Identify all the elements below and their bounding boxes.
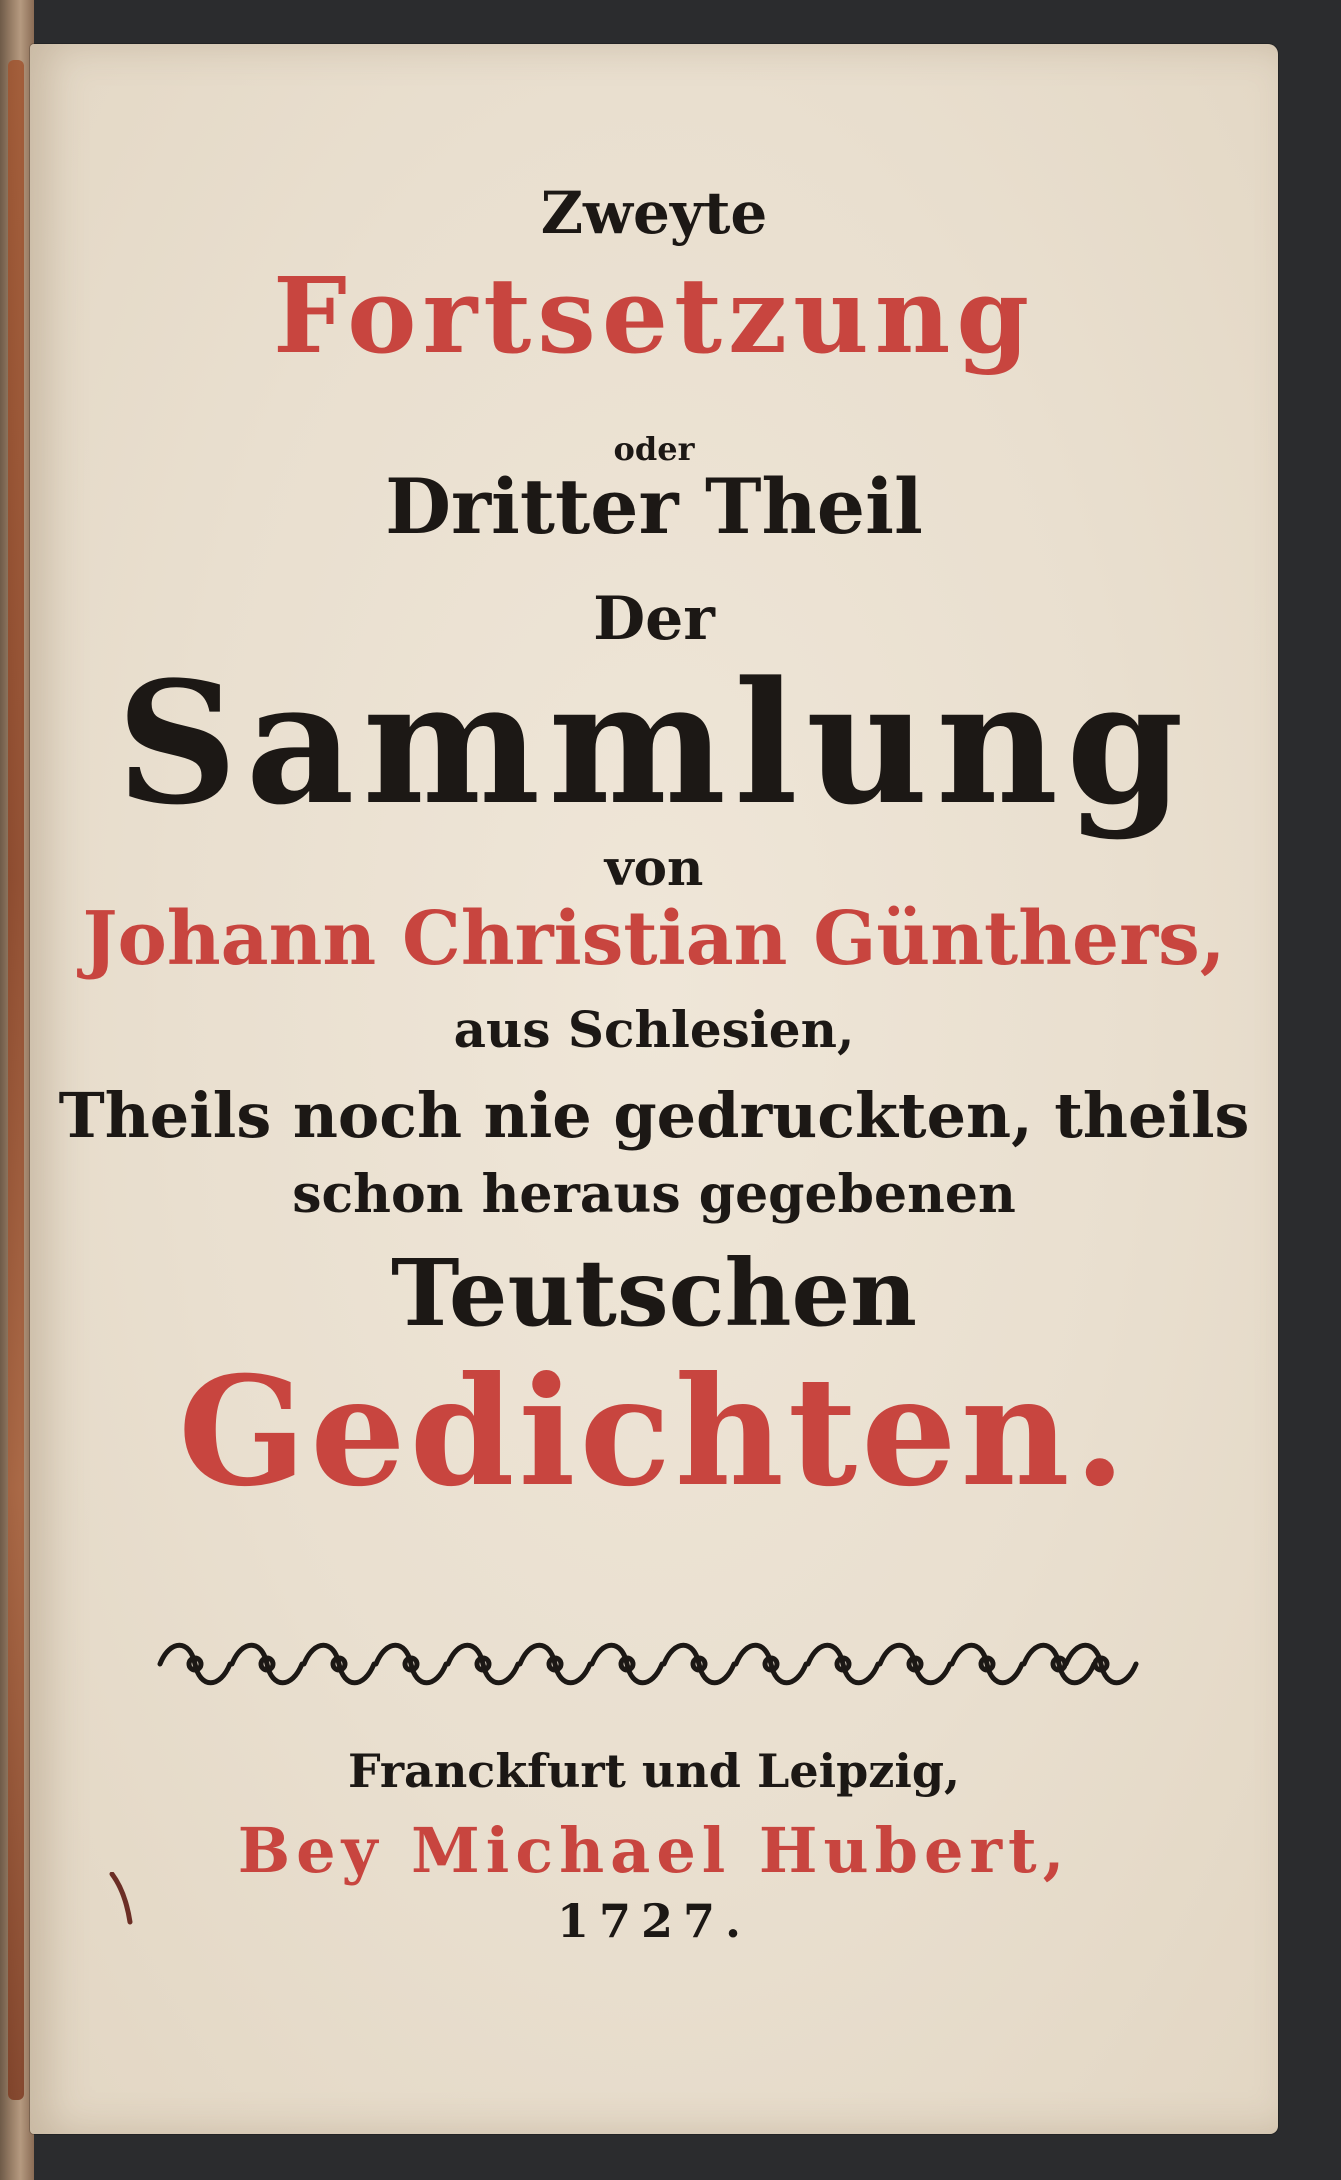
imprint-publisher: Bey Michael Hubert, [237,1814,1071,1887]
title-line-zweyte: Zweyte [540,179,768,247]
title-line-dritter-theil: Dritter Theil [385,462,923,551]
title-line-gedichten: Gedichten. [178,1344,1130,1520]
title-page [30,44,1278,2134]
spine-binding [8,60,24,2100]
imprint-place: Franckfurt und Leipzig, [347,1744,961,1798]
title-line-der: Der [593,584,715,654]
book-spine [0,0,34,2180]
title-line-oder: oder [613,430,695,468]
title-line-theils-noch: Theils noch nie gedruckten, theils [58,1079,1250,1152]
title-line-schon-heraus: schon heraus gegebenen [292,1164,1016,1225]
ink-stain-mark [108,1872,134,1926]
ornamental-divider [150,1629,1150,1699]
title-line-von: von [604,838,704,897]
imprint-year: 1727. [556,1894,752,1948]
title-line-author: Johann Christian Günthers, [82,896,1226,982]
title-line-fortsetzung: Fortsetzung [272,254,1036,377]
title-line-teutschen: Teutschen [391,1239,917,1347]
title-line-sammlung: Sammlung [116,644,1192,842]
title-line-aus-schlesien: aus Schlesien, [453,1000,855,1059]
